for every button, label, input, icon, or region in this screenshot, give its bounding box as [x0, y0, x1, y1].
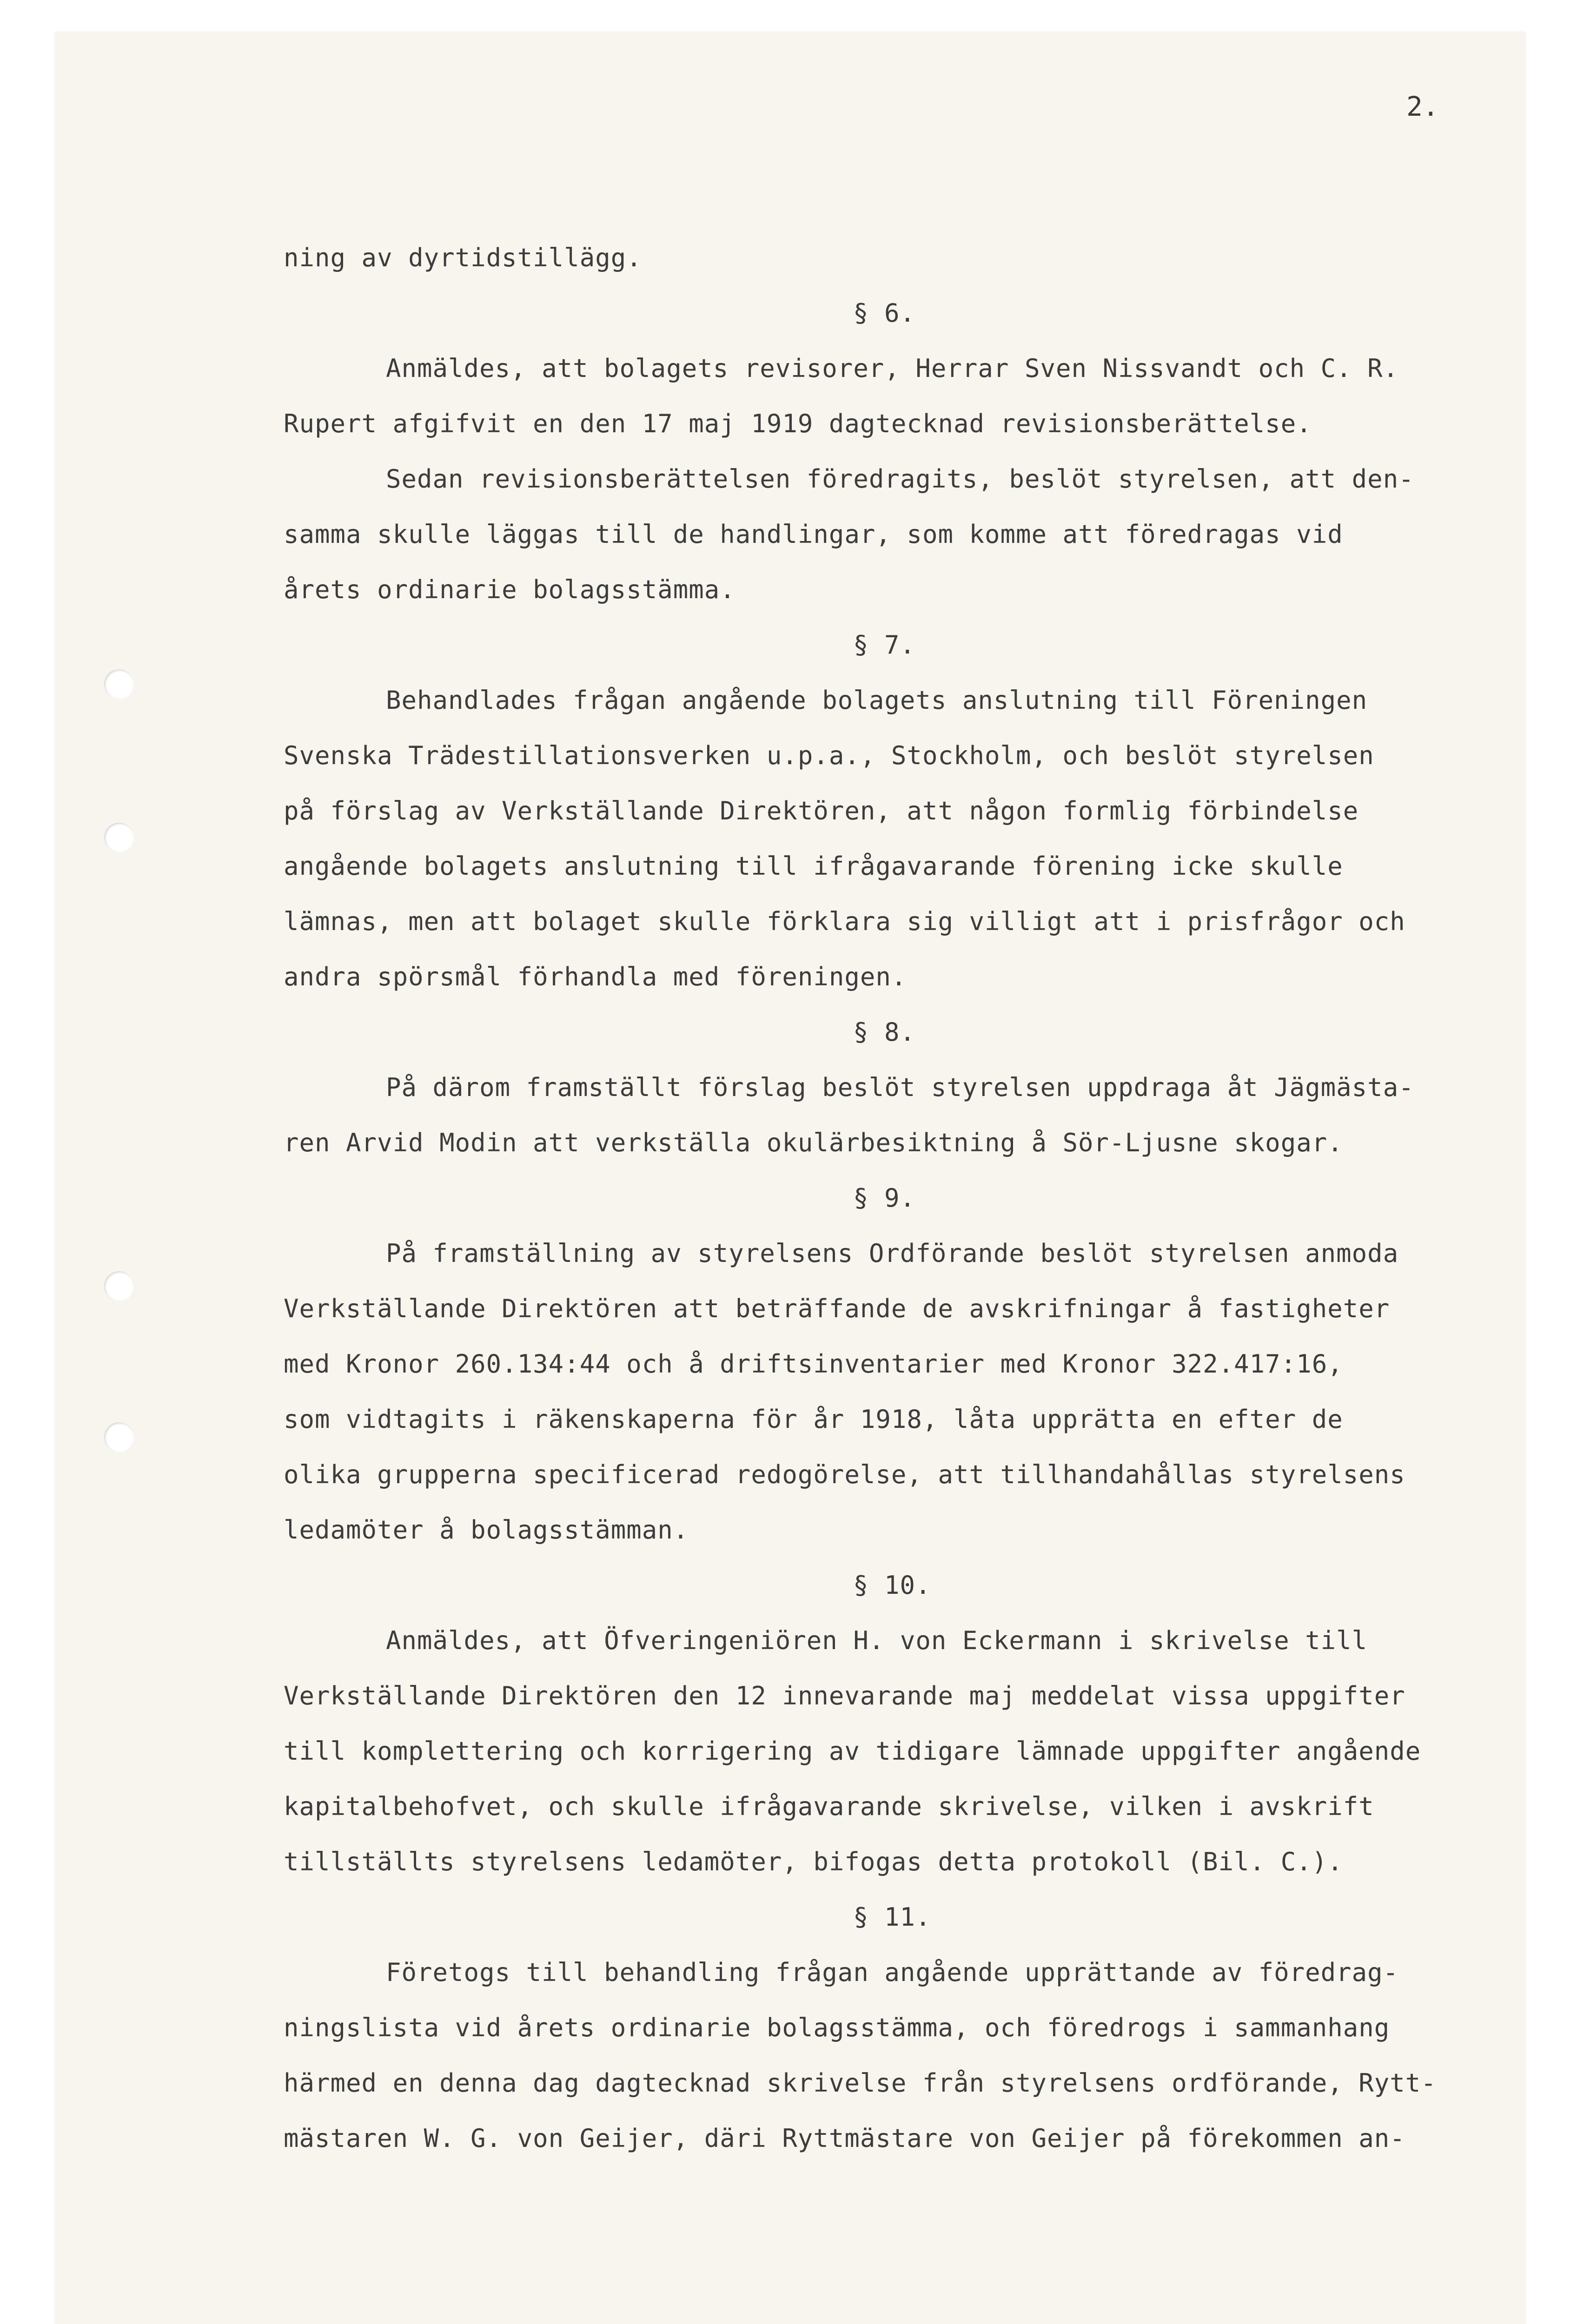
page-number: 2.: [1406, 91, 1439, 122]
text-line: ren Arvid Modin att verkställa okulärbesiktning å Sör-Ljusne skogar.: [284, 1128, 1343, 1157]
punch-hole: [104, 1422, 134, 1452]
text-line: ningslista vid årets ordinarie bolagsstämma, och föredrogs i sammanhang: [284, 2013, 1390, 2042]
text-line: kapitalbehofvet, och skulle ifrågavarande skrivelse, vilken i avskrift: [284, 1792, 1374, 1821]
text-line: lämnas, men att bolaget skulle förklara sig villigt att i prisfrågor och: [284, 907, 1405, 936]
text-line: Rupert afgifvit en den 17 maj 1919 dagtecknad revisionsberättelse.: [284, 409, 1312, 438]
text-line: Svenska Trädestillationsverken u.p.a., Stockholm, och beslöt styrelsen: [284, 741, 1374, 770]
section-heading: § 8.: [853, 1017, 916, 1047]
text-line: Behandlades frågan angående bolagets anslutning till Föreningen: [386, 686, 1368, 715]
section-heading: § 11.: [853, 1902, 931, 1932]
text-line: angående bolagets anslutning till ifrågavarande förening icke skulle: [284, 852, 1343, 881]
text-line: Anmäldes, att Öfveringeniören H. von Eckermann i skrivelse till: [386, 1626, 1368, 1655]
punch-hole: [104, 669, 134, 699]
text-line: som vidtagits i räkenskaperna för år 1918, låta upprätta en efter de: [284, 1405, 1343, 1434]
text-line: tillställts styrelsens ledamöter, bifogas detta protokoll (Bil. C.).: [284, 1847, 1343, 1876]
section-heading: § 6.: [853, 298, 916, 328]
text-line: mästaren W. G. von Geijer, däri Ryttmästare von Geijer på förekommen an-: [284, 2124, 1405, 2153]
text-line: På framställning av styrelsens Ordförande beslöt styrelsen anmoda: [386, 1239, 1399, 1268]
text-line: Sedan revisionsberättelsen föredragits, beslöt styrelsen, att den-: [386, 464, 1414, 494]
text-line: olika grupperna specificerad redogörelse, att tillhandahållas styrelsens: [284, 1460, 1405, 1489]
section-heading: § 10.: [853, 1571, 931, 1600]
text-line: På därom framställt förslag beslöt styrelsen uppdraga åt Jägmästa-: [386, 1073, 1414, 1102]
text-line: med Kronor 260.134:44 och å driftsinventarier med Kronor 322.417:16,: [284, 1349, 1343, 1379]
text-line: Verkställande Direktören den 12 innevarande maj meddelat vissa uppgifter: [284, 1681, 1405, 1710]
text-line: på förslag av Verkställande Direktören, att någon formlig förbindelse: [284, 796, 1359, 825]
text-line: till komplettering och korrigering av tidigare lämnade uppgifter angående: [284, 1736, 1421, 1766]
text-line: ledamöter å bolagsstämman.: [284, 1515, 689, 1545]
text-line: ning av dyrtidstillägg.: [284, 243, 642, 272]
document-body: [284, 230, 1502, 2166]
text-line: årets ordinarie bolagsstämma.: [284, 575, 735, 604]
text-line: andra spörsmål förhandla med föreningen.: [284, 962, 907, 991]
text-line: Verkställande Direktören att beträffande de avskrifningar å fastigheter: [284, 1294, 1390, 1323]
text-line: samma skulle läggas till de handlingar, som komme att föredragas vid: [284, 520, 1343, 549]
text-line: Anmäldes, att bolagets revisorer, Herrar Sven Nissvandt och C. R.: [386, 354, 1399, 383]
text-line: Företogs till behandling frågan angående upprättande av föredrag-: [386, 1958, 1399, 1987]
section-heading: § 9.: [853, 1183, 916, 1213]
section-heading: § 7.: [853, 630, 916, 660]
text-line: härmed en denna dag dagtecknad skrivelse från styrelsens ordförande, Rytt-: [284, 2068, 1437, 2098]
punch-hole: [104, 1271, 134, 1301]
punch-hole: [104, 823, 134, 852]
